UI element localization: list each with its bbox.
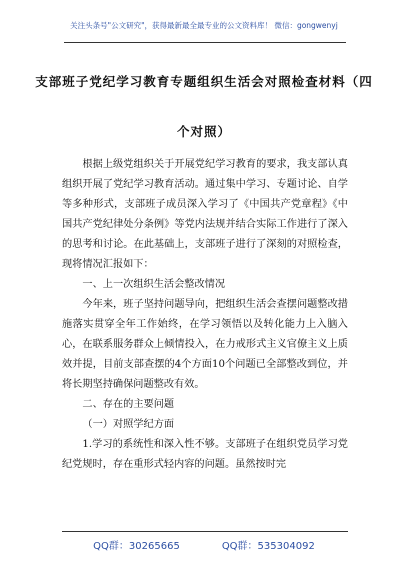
document-title-line-1: 支部班子党纪学习教育专题组织生活会对照检查材料（四	[35, 74, 373, 89]
document-title-line-2: 个对照）	[176, 124, 231, 139]
footer	[0, 537, 408, 552]
footer-divider	[62, 531, 348, 532]
document-body	[62, 155, 348, 475]
subsection-heading-1: （一）对照学纪方面	[82, 419, 175, 430]
subsection-1-paragraph: 1.学习的系统性和深入性不够。支部班子在组织党员学习党纪党规时，存在重形式轻内容的问题。虽然按时完	[62, 439, 348, 470]
header-promo-text: 关注头条号"公文研究"，获得最新最全最专业的公文资料库！ 微信：gongwenyj	[70, 21, 338, 30]
section-1-paragraph: 今年来，班子坚持问题导向，把组织生活会查摆问题整改措施落实贯穿全年工作始终，在学习领悟以及转化能力上入脑入心，在联系服务群众上倾情投入，在力戒形式主义官僚主义上质效并提，目前支部查摆的4个方面10个问题已全部整改到位，并将长期坚持确保问题整改有效。	[62, 299, 348, 390]
header-divider	[64, 42, 346, 43]
footer-qq-group-2: QQ群：535304092	[221, 541, 315, 552]
section-heading-1: 一、上一次组织生活会整改情况	[82, 279, 226, 290]
section-heading-2: 二、存在的主要问题	[82, 399, 175, 410]
footer-qq-group-1: QQ群：30265665	[93, 541, 180, 552]
intro-paragraph: 根据上级党组织关于开展党纪学习教育的要求，我支部认真组织开展了党纪学习教育活动。通过集中学习、专题讨论、自学等多种形式，支部班子成员深入学习了《中国共产党章程》《中国共产党纪律处分条例》等党内法规并结合实际工作进行了深入的思考和讨论。在此基础上，支部班子进行了深刻的对照检查，现将情况汇报如下：	[62, 159, 348, 270]
